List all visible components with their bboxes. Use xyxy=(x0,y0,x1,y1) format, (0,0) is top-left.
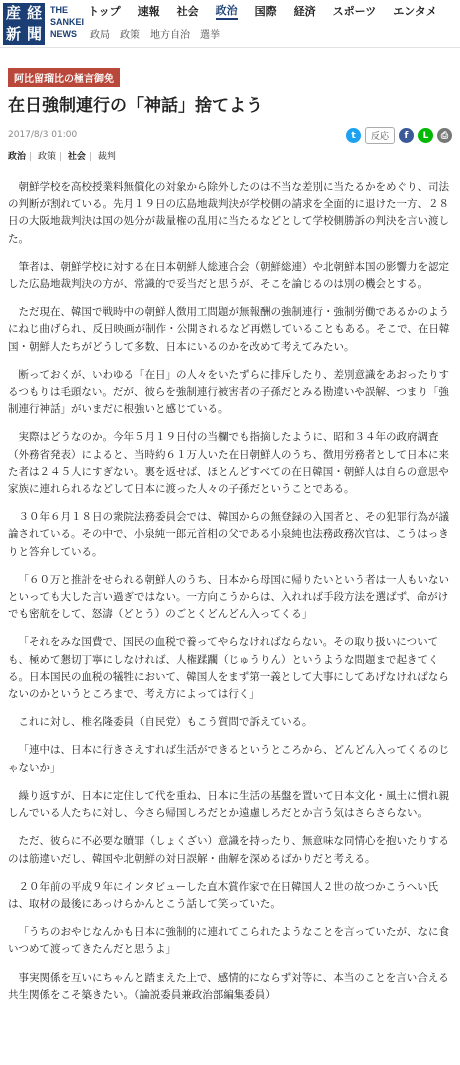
article-title: 在日強制連行の「神話」捨てよう xyxy=(8,96,263,116)
paragraph: ３０年６月１８日の衆院法務委員会では、韓国からの無登録の入国者と、その犯罪行為が議論されている。その中で、小泉純一郎元首相の父である小泉純也法務政務次官は、こうはっきりと答弁している。 xyxy=(8,511,449,558)
paragraph: 筆者は、朝鮮学校に対する在日本朝鮮人総連合会（朝鮮総連）や北朝鮮本国の影響力を認定した広島地裁判決の方が、常識的で妥当だと思うが、そこを論じるのは別の機会とする。 xyxy=(8,260,449,291)
hanron-button[interactable]: 反応 xyxy=(365,127,395,144)
nav-item-society[interactable]: 社会 xyxy=(176,5,199,18)
tag-policy[interactable]: 政策 xyxy=(37,152,56,162)
tag-society[interactable]: 社会 xyxy=(67,152,86,162)
paragraph: 実際はどうなのか。今年５月１９日付の当欄でも指摘したように、昭和３４年の政府調査（外務省発表）によると、当時約６１万人いた在日朝鮮人のうち、徴用労務者として日本に来た者は２４５人にすぎない。裏を返せば、ほとんどすべての在日韓国・朝鮮人は自らの意思や家族に連れられるなどして日本に渡った人々の子孫だということである。 xyxy=(8,431,449,496)
twitter-icon[interactable]: t xyxy=(346,128,361,143)
tag-separator: | xyxy=(29,152,33,162)
site-header xyxy=(0,0,460,48)
tag-separator: | xyxy=(88,152,92,162)
article-body xyxy=(8,179,452,1004)
nav-item-entertainment[interactable]: エンタメ xyxy=(393,5,437,18)
paragraph: 事実関係を互いにちゃんと踏まえた上で、感情的にならず対等に、本当のことを言い合える共生関係をこそ築きたい。（論説委員兼政治部編集委員） xyxy=(8,971,449,1001)
tag-politics[interactable]: 政治 xyxy=(8,152,27,162)
paragraph: 「連中は、日本に行きさえすれば生活ができるというところから、どんどん入ってくるのじゃないか」 xyxy=(8,744,449,774)
paragraph: これに対し、椎名隆委員（自民党）もこう質問で訴えている。 xyxy=(18,716,313,729)
share-tools xyxy=(346,127,452,144)
tag-court[interactable]: 裁判 xyxy=(97,152,116,162)
article-meta xyxy=(8,129,452,147)
paragraph: 「６０万と推計をせられる朝鮮人のうち、日本から母国に帰りたいという者は一人もいないといっても大した言い過ぎではない。一方向こうからは、入れれば手段方法を選ばず、命がけでも密航をして、怒濤（どとう）のごとくどんどん入ってくる」 xyxy=(8,573,449,621)
nav-item-sports[interactable]: スポーツ xyxy=(332,5,377,18)
paragraph: 「それをみな国費で、国民の血税で養ってやらなければならない。その取り扱いについても、極めて懇切丁寧にしなければ、人権蹂躙（じゅうりん）というような問題まで起きてくる。日本国民の血税の犠牲において、韓国人をまず第一義として大事にしてあげなければならないのかというところまで、考え方によっては行く」 xyxy=(8,636,449,701)
nav-item-politics[interactable]: 政治 xyxy=(216,2,238,20)
logo-english: THE SANKEI NEWS xyxy=(50,5,85,39)
nav-item-breaking[interactable]: 速報 xyxy=(137,5,160,18)
logo-kanji: 産 経 新 聞 xyxy=(3,3,45,45)
paragraph: 朝鮮学校を高校授業料無償化の対象から除外したのは不当な差別に当たるかをめぐり、司法の判断が割れている。先月１９日の広島地裁判決が学校側の請求を全面的に退けた一方、２８日の大阪地裁判決は国の処分が裁量権の乱用に当たるなどとして学校側勝訴の判決を言い渡した。 xyxy=(8,181,449,245)
article-date: 2017/8/3 01:00 xyxy=(8,130,78,140)
main-nav xyxy=(88,0,460,44)
nav-item-international[interactable]: 国際 xyxy=(254,5,277,18)
subnav-item-seikyoku[interactable]: 政局 xyxy=(90,29,110,41)
print-icon[interactable]: ⎙ xyxy=(437,128,452,143)
nav-item-top[interactable]: トップ xyxy=(88,5,121,18)
paragraph: 「うちのおやじなんかも日本に強制的に連れてこられたようなことを言っていたが、なに食いつめて渡ってきたんだと思うよ」 xyxy=(8,926,449,956)
tag-separator: | xyxy=(58,152,62,162)
subnav-item-policy[interactable]: 政策 xyxy=(120,29,140,41)
nav-top xyxy=(88,0,460,22)
nav-item-economy[interactable]: 経済 xyxy=(293,5,316,18)
article xyxy=(0,48,460,1004)
column-kicker[interactable]: 阿比留瑠比の極言御免 xyxy=(8,68,120,87)
subnav-item-election[interactable]: 選挙 xyxy=(200,29,220,41)
paragraph: ただ現在、韓国で戦時中の朝鮮人徴用工問題が無報酬の強制連行・強制労働であるかのようにねじ曲げられ、反日映画が制作・公開されるなど再燃していることもある。そこで、在日韓国・朝鮮人たちがどうして多数、日本にいるのかを改めて考えてみたい。 xyxy=(8,306,450,353)
nav-sub xyxy=(88,22,460,44)
article-tags xyxy=(8,149,452,162)
site-logo[interactable] xyxy=(0,0,48,48)
facebook-icon[interactable]: f xyxy=(399,128,414,143)
paragraph: 断っておくが、いわゆる「在日」の人々をいたずらに排斥したり、差別意識をあおったりするつもりは毛頭ない。だが、彼らを強制連行被害者の子孫だとみる勘違いや誤解、つまり「強制連行神話」がいまだに根強いと感じている。 xyxy=(8,368,449,416)
paragraph: ただ、彼らに不必要な贖罪（しょくざい）意識を持ったり、無意味な同情心を抱いたりするのは筋違いだし、韓国や北朝鮮の対日誤解・曲解を深めるばかりだと考える。 xyxy=(8,835,449,865)
paragraph: 繰り返すが、日本に定住して代を重ね、日本に生活の基盤を置いて日本文化・風土に慣れ親しんでいる人たちに対し、今さら帰国しろだとか遠慮しろだとか言う気はさらさらない。 xyxy=(8,789,449,820)
paragraph: ２０年前の平成９年にインタビューした直木賞作家で在日韓国人２世の故つかこうへい氏は、取材の最後にあっけらかんとこう話して笑っていた。 xyxy=(8,880,439,910)
line-icon[interactable]: L xyxy=(418,128,433,143)
subnav-item-local[interactable]: 地方自治 xyxy=(150,29,190,41)
